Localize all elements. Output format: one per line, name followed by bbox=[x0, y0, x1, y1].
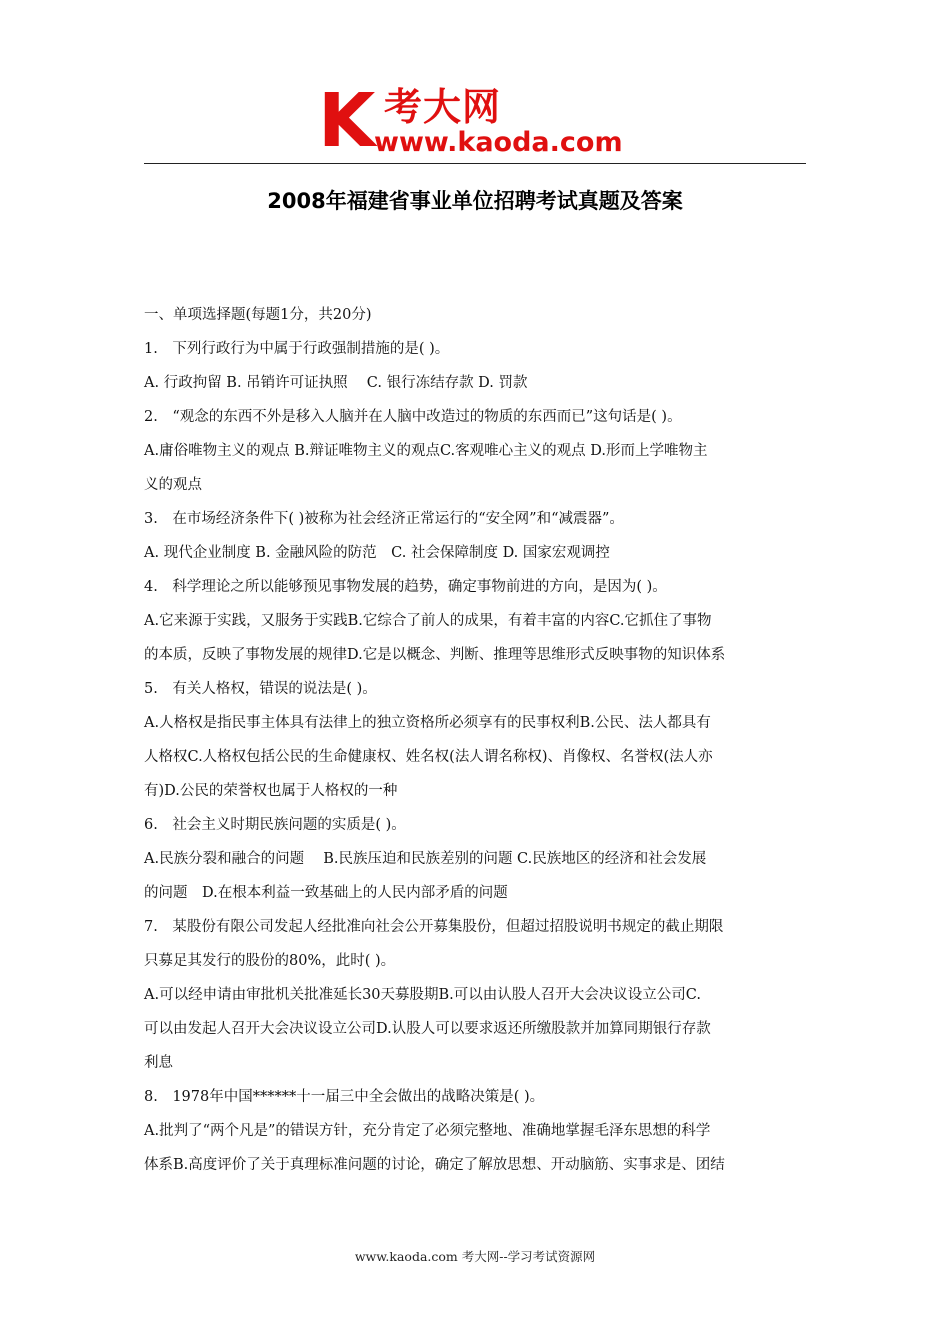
options-7-line-2: 可以由发起人召开大会决议设立公司D.认股人可以要求返还所缴股款并加算同期银行存款 bbox=[144, 1021, 711, 1037]
question-6: 6. 社会主义时期民族问题的实质是( )。 bbox=[144, 817, 406, 833]
logo-k-mark: K bbox=[318, 78, 374, 164]
question-3: 3. 在市场经济条件下( )被称为社会经济正常运行的“安全网”和“减震器”。 bbox=[144, 511, 624, 527]
options-7-line-3: 利息 bbox=[144, 1055, 173, 1071]
logo-chinese-name: 考大网 bbox=[384, 85, 502, 129]
options-5-line-2: 人格权C.人格权包括公民的生命健康权、姓名权(法人谓名称权)、肖像权、名誉权(法人亦 bbox=[144, 749, 713, 765]
options-7-line-1: A.可以经申请由审批机关批准延长30天募股期B.可以由认股人召开大会决议设立公司C. bbox=[144, 987, 701, 1003]
question-7-line-2: 只募足其发行的股份的80%，此时( )。 bbox=[144, 953, 396, 969]
logo-url: www.kaoda.com bbox=[374, 127, 623, 158]
question-5: 5. 有关人格权，错误的说法是( )。 bbox=[144, 681, 377, 697]
options-2-line-1: A.庸俗唯物主义的观点 B.辩证唯物主义的观点C.客观唯心主义的观点 D.形而上学唯物主 bbox=[144, 443, 708, 459]
kaoda-logo bbox=[318, 78, 648, 164]
options-1: A. 行政拘留 B. 吊销许可证执照 C. 银行冻结存款 D. 罚款 bbox=[144, 375, 528, 391]
section-heading: 一、单项选择题(每题1分，共20分) bbox=[144, 307, 372, 323]
question-1: 1. 下列行政行为中属于行政强制措施的是( )。 bbox=[144, 341, 450, 357]
question-8: 8. 1978年中国******十一届三中全会做出的战略决策是( )。 bbox=[144, 1089, 545, 1105]
options-6-line-1: A.民族分裂和融合的问题 B.民族压迫和民族差别的问题 C.民族地区的经济和社会发展 bbox=[144, 851, 707, 867]
options-5-line-1: A.人格权是指民事主体具有法律上的独立资格所必须享有的民事权利B.公民、法人都具有 bbox=[144, 715, 711, 731]
header-divider bbox=[144, 163, 806, 164]
page-footer: www.kaoda.com 考大网--学习考试资源网 bbox=[354, 1249, 596, 1264]
question-7-line-1: 7. 某股份有限公司发起人经批准向社会公开募集股份，但超过招股说明书规定的截止期限 bbox=[144, 919, 724, 935]
question-4: 4. 科学理论之所以能够预见事物发展的趋势，确定事物前进的方向，是因为( )。 bbox=[144, 579, 667, 595]
options-6-line-2: 的问题 D.在根本利益一致基础上的人民内部矛盾的问题 bbox=[144, 885, 508, 901]
options-8-line-1: A.批判了“两个凡是”的错误方针，充分肯定了必须完整地、准确地掌握毛泽东思想的科学 bbox=[144, 1123, 711, 1139]
document-body bbox=[144, 298, 808, 1182]
options-3: A. 现代企业制度 B. 金融风险的防范 C. 社会保障制度 D. 国家宏观调控 bbox=[144, 545, 610, 561]
options-8-line-2: 体系B.高度评价了关于真理标准问题的讨论，确定了解放思想、开动脑筋、实事求是、团结 bbox=[144, 1157, 725, 1173]
options-5-line-3: 有)D.公民的荣誉权也属于人格权的一种 bbox=[144, 783, 398, 799]
options-4-line-2: 的本质，反映了事物发展的规律D.它是以概念、判断、推理等思维形式反映事物的知识体系 bbox=[144, 647, 726, 663]
document-title: 2008年福建省事业单位招聘考试真题及答案 bbox=[267, 189, 683, 213]
options-2-line-2: 义的观点 bbox=[144, 477, 202, 493]
options-4-line-1: A.它来源于实践，又服务于实践B.它综合了前人的成果，有着丰富的内容C.它抓住了事物 bbox=[144, 613, 712, 629]
question-2: 2. “观念的东西不外是移入人脑并在人脑中改造过的物质的东西而已”这句话是( )。 bbox=[144, 409, 682, 425]
